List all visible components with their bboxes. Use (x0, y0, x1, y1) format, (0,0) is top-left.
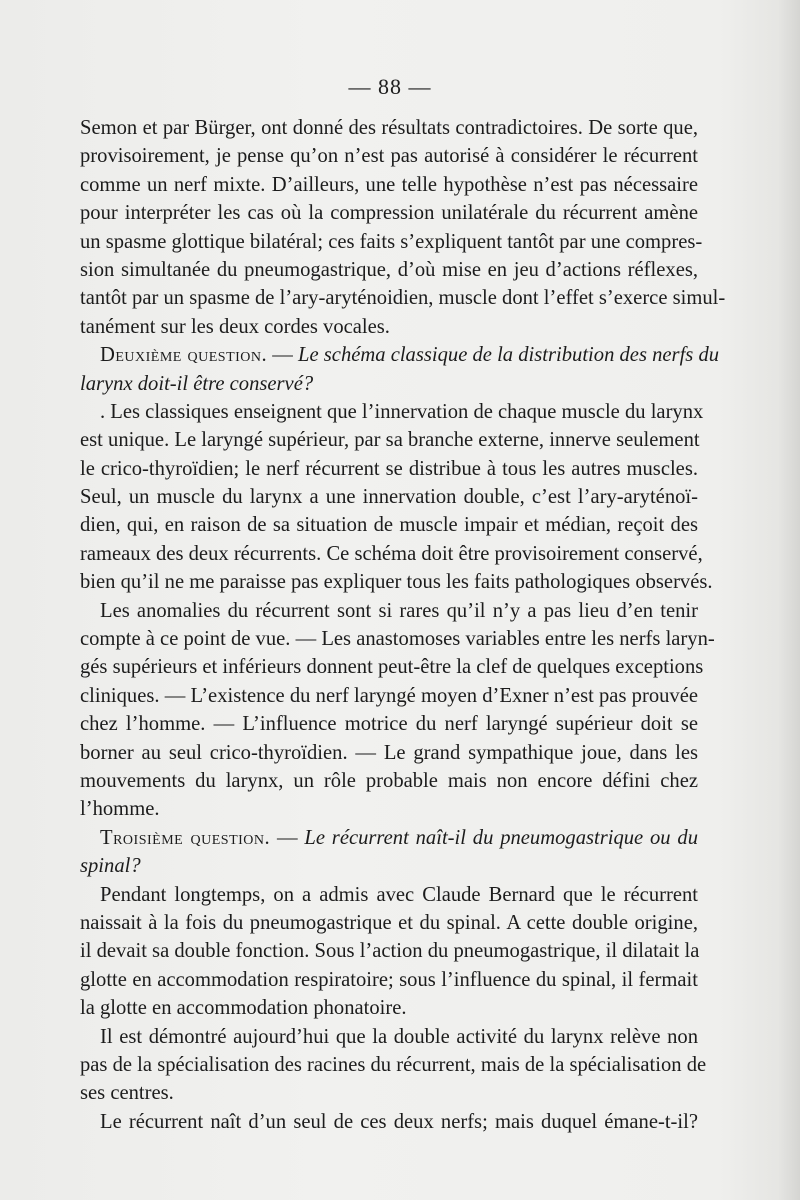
text-line (80, 199, 698, 227)
text-run: Les anomalies du récurrent sont si rares qu’il n’y a pas lieu d’en tenir (100, 599, 698, 622)
section-heading: Troisième question. (100, 826, 271, 849)
text-run: . Les classiques enseignent que l’innervation de chaque muscle du larynx (100, 400, 704, 423)
text-line (80, 795, 698, 823)
text-line (80, 540, 703, 568)
text-line (80, 171, 698, 199)
text-run: est unique. Le laryngé supérieur, par sa branche externe, innerve seulement (80, 429, 700, 452)
text-line (80, 1023, 698, 1051)
text-line (80, 398, 704, 426)
text-run: pour interpréter les cas où la compression unilatérale du récurrent amène (80, 202, 698, 225)
text-line (80, 682, 698, 710)
text-run: tanément sur les deux cordes vocales. (80, 315, 390, 338)
text-run: sion simultanée du pneumogastrique, d’où mise en jeu d’actions réflexes, (80, 258, 698, 281)
text-run: Semon et par Bürger, ont donné des résultats contradictoires. De sorte que, (80, 117, 698, 139)
text-line (80, 313, 698, 341)
body-text (80, 114, 726, 1136)
text-run: pas de la spécialisation des racines du récurrent, mais de la spécialisation de (80, 1053, 707, 1076)
text-run: Pendant longtemps, on a admis avec Claude Bernard que le récurrent (100, 883, 698, 906)
text-line (80, 937, 698, 965)
text-line (80, 881, 698, 909)
text-run: Seul, un muscle du larynx a une innervation double, c’est l’ary-aryténoï- (80, 486, 698, 509)
text-run: un spasme glottique bilatéral; ces faits s’expliquent tantôt par une compres- (80, 230, 703, 253)
text-line (80, 455, 698, 483)
text-line (80, 568, 713, 596)
question-text: Le récurrent naît-il du pneumogastrique ou du (304, 826, 699, 849)
text-line (80, 1108, 698, 1136)
text-line (80, 256, 698, 284)
text-run: naissait à la fois du pneumogastrique et du spinal. A cette double origine, (80, 911, 698, 934)
text-line (80, 852, 698, 880)
page-edge-shadow (778, 0, 800, 1200)
text-line (80, 909, 698, 937)
text-run: ses centres. (80, 1082, 174, 1105)
text-run: tantôt par un spasme de l’ary-aryténoidien, muscle dont l’effet s’exerce simul- (80, 287, 726, 310)
text-run: rameaux des deux récurrents. Ce schéma doit être provisoirement conservé, (80, 542, 703, 565)
text-line (80, 370, 698, 398)
text-run: Il est démontré aujourd’hui que la double activité du larynx relève non (100, 1025, 698, 1048)
text-run: le crico-thyroïdien; le nerf récurrent se distribue à tous les autres muscles. (80, 457, 698, 480)
text-run: glotte en accommodation respiratoire; sous l’influence du spinal, il fermait (80, 968, 698, 991)
text-run: il devait sa double fonction. Sous l’action du pneumogastrique, il dilatait la (80, 940, 700, 963)
text-line (80, 710, 698, 738)
text-line (80, 142, 698, 170)
text-line (80, 966, 698, 994)
text-line (80, 597, 698, 625)
text-line (80, 511, 698, 539)
text-run: mouvements du larynx, un rôle probable mais non encore défini chez (80, 769, 698, 792)
text-line (80, 284, 726, 312)
text-run: Le récurrent naît d’un seul de ces deux nerfs; mais duquel émane-t-il? (100, 1110, 698, 1133)
text-line (80, 228, 703, 256)
section-heading: Deuxième question. (100, 344, 268, 367)
text-run: provisoirement, je pense qu’on n’est pas autorisé à considérer le récurrent (80, 145, 698, 168)
text-line (80, 1079, 698, 1107)
question-text: spinal? (80, 855, 141, 878)
text-run: borner au seul crico-thyroïdien. — Le grand sympathique joue, dans les (80, 741, 698, 764)
text-run: gés supérieurs et inférieurs donnent peut-être la clef de quelques exceptions (80, 656, 704, 679)
text-run: cliniques. — L’existence du nerf laryngé moyen d’Exner n’est pas prouvée (80, 684, 698, 707)
text-line (80, 1051, 707, 1079)
text-line (80, 483, 698, 511)
text-run: dien, qui, en raison de sa situation de muscle impair et médian, reçoit des (80, 514, 698, 537)
question-text: Le schéma classique de la distribution des nerfs du (298, 344, 720, 367)
text-run: chez l’homme. — L’influence motrice du nerf laryngé supérieur doit se (80, 713, 698, 736)
text-line (80, 653, 704, 681)
text-line (80, 625, 715, 653)
question-text: larynx doit-il être conservé? (80, 372, 314, 395)
text-line (80, 426, 698, 454)
text-run: comme un nerf mixte. D’ailleurs, une telle hypothèse n’est pas nécessaire (80, 173, 698, 196)
text-run: la glotte en accommodation phonatoire. (80, 997, 407, 1020)
text-line (80, 824, 698, 852)
page-number: — 88 — (348, 74, 432, 99)
text-run: bien qu’il ne me paraisse pas expliquer tous les faits pathologiques observés. (80, 571, 713, 594)
text-line (80, 994, 698, 1022)
text-run: — (270, 826, 305, 849)
text-run: compte à ce point de vue. — Les anastomoses variables entre les nerfs laryn- (80, 628, 715, 651)
text-run: l’homme. (80, 798, 160, 821)
text-line (80, 767, 698, 795)
text-run: — (267, 344, 299, 367)
text-line (80, 341, 720, 369)
text-line (80, 114, 698, 142)
text-line (80, 739, 698, 767)
